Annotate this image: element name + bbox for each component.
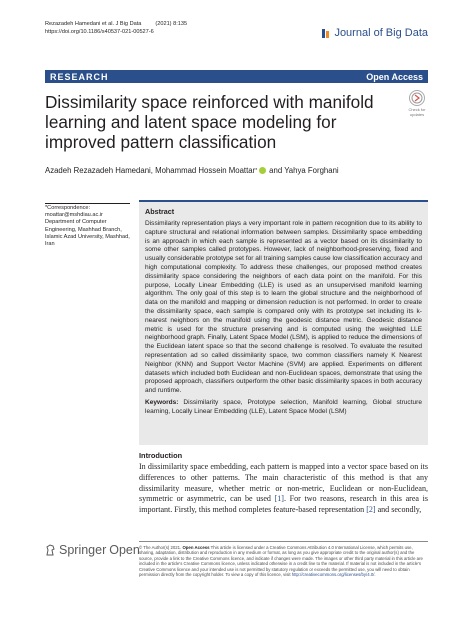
authors-part1: Azadeh Rezazadeh Hamedani, Mohammad Hossein Moattar xyxy=(45,166,256,175)
open-access-label: Open Access xyxy=(366,71,423,82)
authors-part2: and Yahya Forghani xyxy=(269,166,339,175)
publisher-logo[interactable] xyxy=(45,543,140,557)
license-end: . xyxy=(374,572,376,578)
check-for-updates-badge[interactable] xyxy=(406,90,428,117)
license-url-link[interactable]: http://creativecommons.org/licenses/by/4.0/ xyxy=(291,572,375,578)
correspondence-label: *Correspondence: xyxy=(45,205,91,211)
citation-header xyxy=(45,20,187,36)
introduction-text xyxy=(139,462,428,516)
article-type-label: RESEARCH xyxy=(50,71,109,82)
journal-mark-icon xyxy=(321,28,330,39)
orcid-icon[interactable] xyxy=(259,167,266,174)
author-list xyxy=(45,166,339,175)
update-label: Check for updates xyxy=(408,107,426,117)
license-text: This article is licensed under a Creative Commons Attribution 4.0 International License, which permits use, sharing, adaptation, distribution and reproduction in any medium or format, as long as you give appropriate credit to the original author(s) and the source, provide a link to the Creative Commons licence, and indicate if changes were made. The images or other third party material in this article are included in the article's Creative Commons licence, unless indicated otherwise in a credit line to the material. If material is not included in the article's Creative Commons licence and your intended use is not permitted by statutory regulation or exceeds the permitted use, you will need to obtain permission directly from the copyright holder. To view a copy of this licence, visit xyxy=(139,545,423,578)
intro-text-a: In dissimilarity space embedding, each pattern is mapped into a vector space based on its differences to other patterns. The main characteristic of this method is that any dissimilarity measure, whether metric or non-metric, Euclidean or non-Euclidean, symmetric or asymmetric, can be used xyxy=(139,462,428,504)
journal-name: Journal of Big Data xyxy=(334,27,428,39)
update-icon xyxy=(409,90,425,106)
abstract-box xyxy=(139,200,428,445)
springer-horse-icon xyxy=(45,544,56,556)
affiliation: Department of Computer Engineering, Mashhad Branch, Islamic Azad University, Mashhad, Iran xyxy=(45,219,130,248)
license-notice xyxy=(139,541,428,577)
introduction-heading: Introduction xyxy=(139,451,183,460)
abstract-text: Dissimilarity representation plays a very important role in pattern recognition due to its ability to capture structural and relational information between samples. Dissimilarity space embedding is an approach in which each sample is represented as a vector based on its dissimilarity to some other samples called prototypes. However, lack of neighborhood-preserving, fixed and usually considerable prototype set for all training samples cause low classification accuracy and high computational complexity. To address these challenges, our proposed method creates dissimilarity space considering the neighbors of each data point on the manifold. For this purpose, Locally Linear Embedding (LLE) is used as an unsupervised manifold learning algorithm. The only goal of this step is to learn the global structure and the neighborhood of data on the manifold and mapping or dimension reduction is not performed. In order to create the dissimilarity space, each sample is compared only with its prototype set including its k-nearest neighbors on the manifold using the geodesic distance metric. Geodesic distance metric is used for the structure preserving and is computed using the weighted LLE neighborhood graph. Finally, Latent Space Model (LSM), is applied to reduce the dimensions of the Euclidean latent space so that the second challenge is resolved. To evaluate the resulted representation ad so called dissimilarity space, two common classifiers namely K Nearest Neighbor (KNN) and Support Vector Machine (SVM) are applied. Experiments on different datasets which included both Euclidean and non-Euclidean spaces, demonstrate that using the proposed approach, classifiers outperform the other basic dissimilarity spaces in both accuracy and runtime. xyxy=(145,220,422,395)
article-title: Dissimilarity space reinforced with manifold learning and latent space modeling for improved pattern classification xyxy=(45,92,374,152)
corresponding-mark: * xyxy=(255,167,258,174)
abstract-heading: Abstract xyxy=(145,207,175,216)
reference-link-2[interactable]: [2] xyxy=(366,505,376,515)
intro-text-b: . For two reasons, research in this area is important. Firstly, this method completes feature-based representation xyxy=(139,494,428,515)
intro-text-c: and secondly, xyxy=(375,505,422,515)
citation-line: Rezazadeh Hamedani et al. J Big Data (2021) 8:135 xyxy=(45,21,188,27)
license-open-access: Open Access xyxy=(182,545,210,550)
doi-link[interactable]: https://doi.org/10.1186/s40537-021-00527-6 xyxy=(45,29,154,35)
correspondence-block xyxy=(45,203,130,248)
keywords-text: Dissimilarity space, Prototype selection, Manifold learning, Global structure learning, Locally Linear Embedding (LLE), Latent Space Model (LSM) xyxy=(145,398,422,415)
publisher-name: Springer xyxy=(59,543,107,557)
article-type-bar xyxy=(45,70,428,83)
journal-logo[interactable] xyxy=(321,27,428,39)
keywords-label: Keywords: xyxy=(145,398,179,406)
keywords xyxy=(145,399,422,417)
publisher-suffix: Open xyxy=(109,543,140,557)
reference-link-1[interactable]: [1] xyxy=(274,494,284,504)
copyright: © The Author(s) 2021. xyxy=(139,545,182,550)
divider xyxy=(45,203,130,204)
correspondence-email[interactable]: moattar@mshdiau.ac.ir xyxy=(45,212,103,219)
